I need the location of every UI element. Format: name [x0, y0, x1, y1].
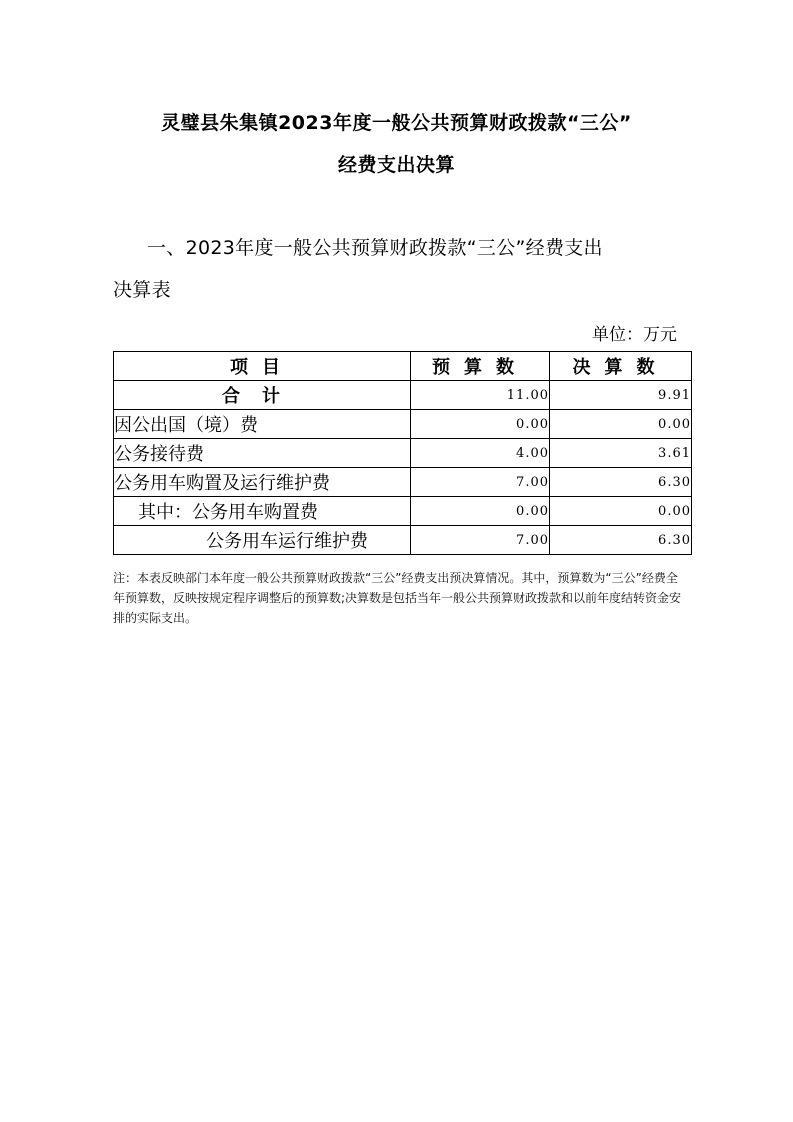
table-row-total [114, 381, 692, 410]
row-name: 公务用车运行维护费 [114, 526, 411, 555]
table-row-overseas [114, 410, 692, 439]
unit-label: 单位：万元 [592, 325, 677, 345]
table-row-reception [114, 439, 692, 468]
table-row-vehicle [114, 468, 692, 497]
row-name: 公务接待费 [114, 439, 411, 468]
row-name: 公务用车购置及运行维护费 [114, 468, 411, 497]
header-final: 决算数 [550, 352, 692, 381]
table-header-row [114, 352, 692, 381]
header-item: 项目 [114, 352, 411, 381]
table-row-vehicle-purchase [114, 497, 692, 526]
row-budget: 4.00 [411, 439, 550, 468]
row-final: 9.91 [550, 381, 692, 410]
row-final: 6.30 [550, 526, 692, 555]
row-final: 0.00 [550, 410, 692, 439]
row-final: 3.61 [550, 439, 692, 468]
document-title-line-2: 经费支出决算 [337, 154, 455, 176]
row-name: 其中：公务用车购置费 [114, 497, 411, 526]
row-name: 因公出国（境）费 [114, 410, 411, 439]
table-row-vehicle-operation [114, 526, 692, 555]
table-footnote: 注：本表反映部门本年度一般公共预算财政拨款“三公”经费支出预决算情况。其中，预算数为“三公”经费全年预算数，反映按规定程序调整后的预算数;决算数是包括当年一般公共预算财政拨款和以前年度结转资金安排的实际支出。 [113, 571, 682, 625]
header-budget: 预算数 [411, 352, 550, 381]
row-budget: 7.00 [411, 526, 550, 555]
document-title-line-1: 灵璧县朱集镇2023年度一般公共预算财政拨款“三公” [161, 112, 632, 134]
row-budget: 0.00 [411, 497, 550, 526]
section-heading-line-2: 决算表 [113, 279, 171, 301]
three-public-expenses-table [113, 351, 692, 555]
row-final: 0.00 [550, 497, 692, 526]
section-heading-line-1: 一、2023年度一般公共预算财政拨款“三公”经费支出 [147, 237, 603, 259]
row-name: 合计 [114, 381, 411, 410]
row-budget: 7.00 [411, 468, 550, 497]
row-budget: 11.00 [411, 381, 550, 410]
row-budget: 0.00 [411, 410, 550, 439]
row-final: 6.30 [550, 468, 692, 497]
